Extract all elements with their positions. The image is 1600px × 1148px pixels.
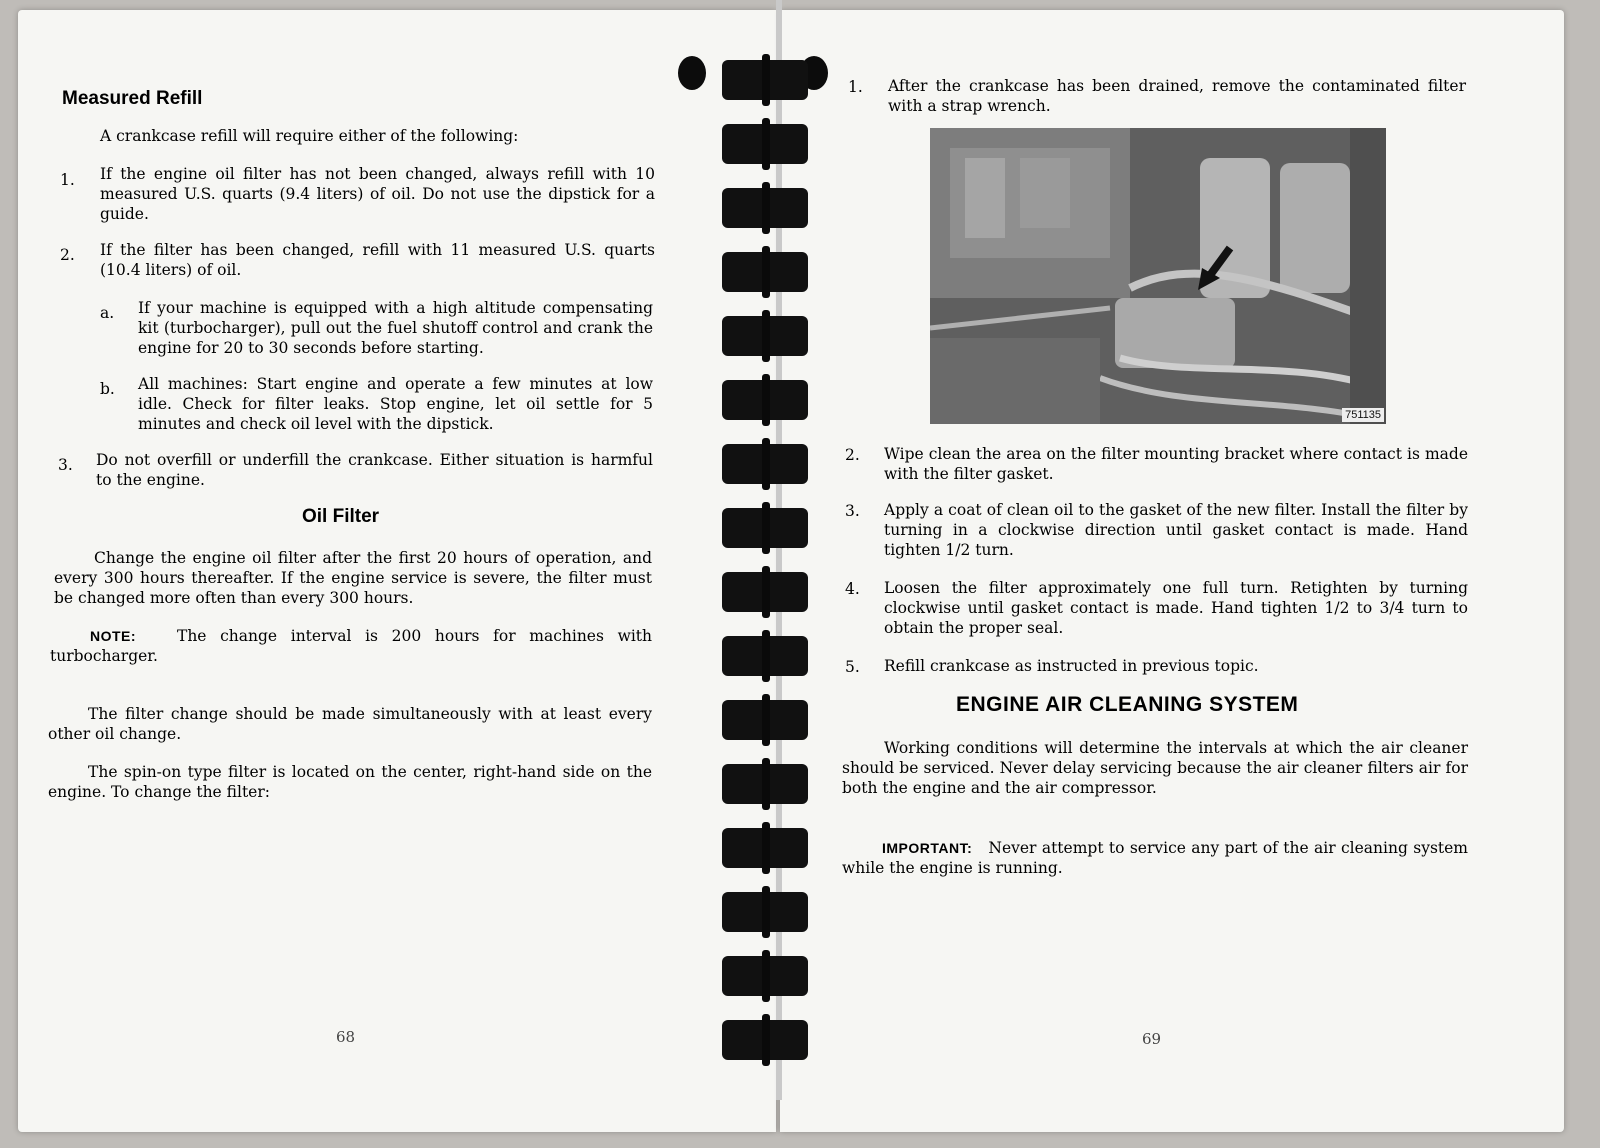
- step-text: Refill crankcase as instructed in previous topic.: [884, 657, 1259, 675]
- binding-coil: [722, 380, 808, 420]
- binding-coil: [722, 892, 808, 932]
- subitem-letter: b.: [100, 380, 115, 398]
- engine-photo: [930, 128, 1386, 424]
- spin-on-paragraph: The spin-on type filter is located on the center, right-hand side on the engine. To change the filter:: [48, 763, 652, 801]
- engine-photo-drawing: [930, 128, 1386, 424]
- binding-coil: [722, 956, 808, 996]
- binding-coil: [722, 316, 808, 356]
- binding-coil: [722, 636, 808, 676]
- oil-filter-paragraph: Change the engine oil filter after the first 20 hours of operation, and every 300 hours thereafter. If the engine service is severe, the filter must be changed more often than every 300 hours.: [54, 549, 652, 607]
- binding-coil: [722, 1020, 808, 1060]
- page-number-right: 69: [1142, 1030, 1162, 1048]
- binding-coil: [722, 60, 808, 100]
- binding-coil: [722, 828, 808, 868]
- step-number: 3.: [845, 502, 860, 520]
- air-cleaning-paragraph: Working conditions will determine the intervals at which the air cleaner should be serviced. Never delay servicing because the air cleaner filters air for both the engine and the air compressor.: [842, 739, 1468, 797]
- binding-coil: [722, 124, 808, 164]
- step-number: 5.: [845, 658, 860, 676]
- spine: [776, 0, 782, 1100]
- step-text: Wipe clean the area on the filter mounting bracket where contact is made with the filter gasket.: [884, 445, 1468, 483]
- step-number: 4.: [845, 580, 860, 598]
- note: [50, 626, 652, 666]
- binding-coil: [722, 252, 808, 292]
- binding-coil: [722, 444, 808, 484]
- section-title-oil-filter: Oil Filter: [302, 506, 380, 527]
- subitem-letter: a.: [100, 304, 115, 322]
- intro-text: A crankcase refill will require either of the following:: [100, 127, 519, 145]
- photo-id: 751135: [1342, 408, 1384, 422]
- important-note: [842, 838, 1468, 878]
- item-text: If the filter has been changed, refill with 11 measured U.S. quarts (10.4 liters) of oil.: [100, 241, 655, 279]
- important-label: IMPORTANT:: [882, 840, 973, 856]
- binding-coil: [722, 764, 808, 804]
- binding-coil: [722, 700, 808, 740]
- item-number: 1.: [60, 171, 75, 189]
- binding-coil: [722, 572, 808, 612]
- item-number: 2.: [60, 246, 75, 264]
- step-text: After the crankcase has been drained, remove the contaminated filter with a strap wrench.: [888, 77, 1466, 115]
- step-number: 2.: [845, 446, 860, 464]
- item-text: Do not overfill or underfill the crankcase. Either situation is harmful to the engine.: [96, 451, 653, 489]
- note-label: NOTE:: [90, 628, 137, 644]
- subitem-text: All machines: Start engine and operate a few minutes at low idle. Check for filter leaks. Stop engine, let oil settle for 5 minutes and check oil level with the dipstick.: [138, 375, 653, 433]
- item-number: 3.: [58, 456, 73, 474]
- punch-hole: [678, 56, 706, 90]
- step-text: Apply a coat of clean oil to the gasket of the new filter. Install the filter by turning in a clockwise direction until gasket contact is made. Hand tighten 1/2 turn.: [884, 501, 1468, 559]
- note-text: The change interval is 200 hours for machines with turbocharger.: [50, 627, 653, 665]
- subitem-text: If your machine is equipped with a high altitude compensating kit (turbocharger), pull out the fuel shutoff control and crank the engine for 20 to 30 seconds before starting.: [138, 299, 653, 357]
- section-title-air-cleaning: ENGINE AIR CLEANING SYSTEM: [956, 693, 1299, 716]
- step-text: Loosen the filter approximately one full turn. Retighten by turning clockwise until gasket contact is made. Hand tighten 1/2 to 3/4 turn to obtain the proper seal.: [884, 579, 1468, 637]
- filter-change-paragraph: The filter change should be made simultaneously with at least every other oil change.: [48, 705, 652, 743]
- important-text: Never attempt to service any part of the air cleaning system while the engine is running.: [842, 839, 1468, 877]
- step-number: 1.: [848, 78, 863, 96]
- item-text: If the engine oil filter has not been changed, always refill with 10 measured U.S. quarts (9.4 liters) of oil. Do not use the dipstick for a guide.: [100, 165, 655, 223]
- binding-coil: [722, 508, 808, 548]
- binding-coil: [722, 188, 808, 228]
- section-title-measured-refill: Measured Refill: [62, 88, 203, 109]
- page-number-left: 68: [336, 1028, 356, 1046]
